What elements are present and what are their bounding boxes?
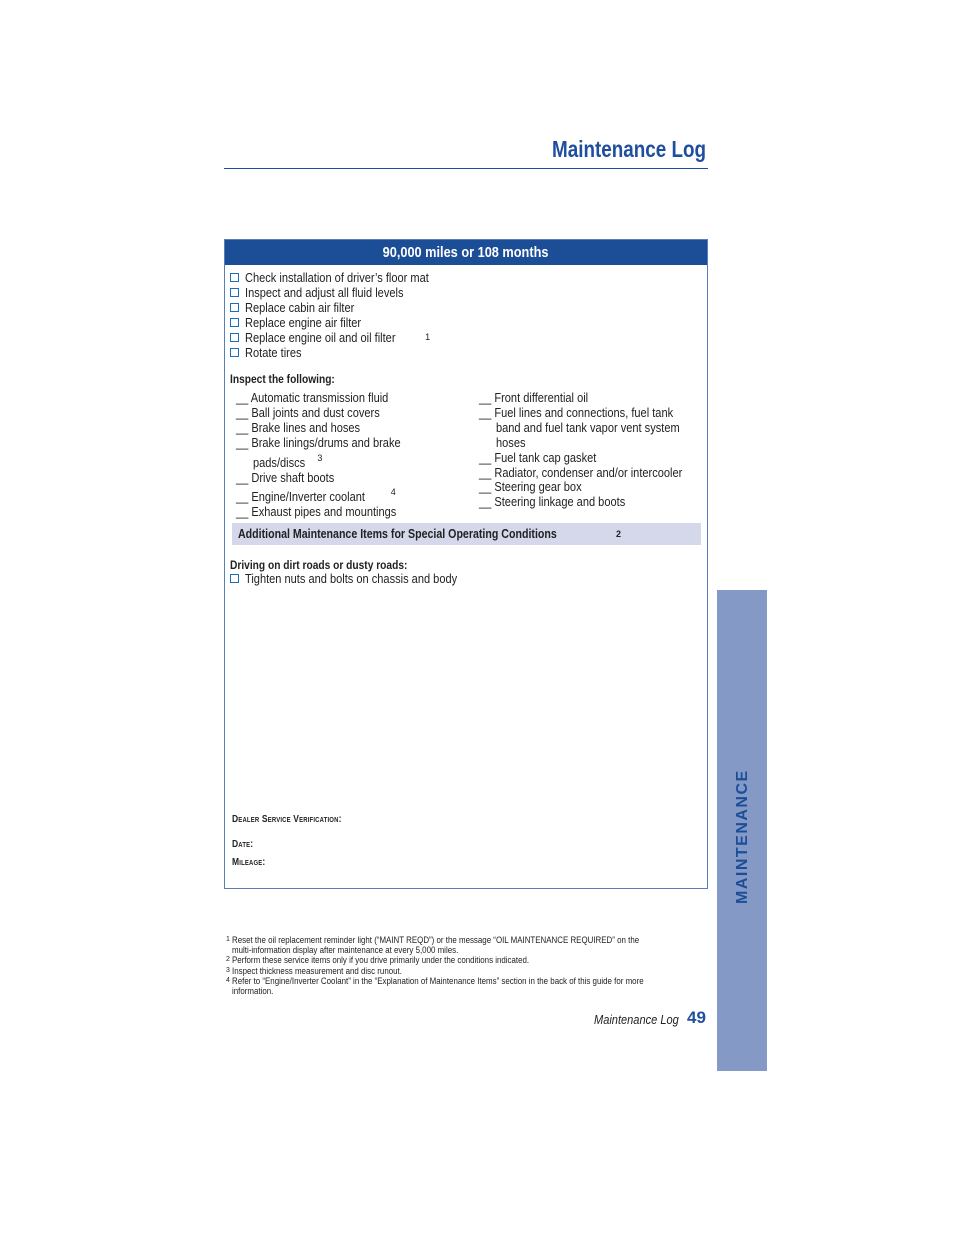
checklist-item[interactable] (230, 571, 495, 586)
page-title: Maintenance Log (552, 136, 707, 162)
checkbox[interactable] (230, 303, 239, 312)
inspect-item (479, 391, 718, 406)
checklist-item[interactable] (230, 285, 461, 300)
inspect-item (479, 495, 718, 510)
footnote-text: Refer to “Engine/Inverter Coolant” in the “Explanation of Maintenance Items” section in the back of this guide for more information. (232, 975, 644, 997)
title-divider (224, 168, 708, 169)
inspect-item-label: __ Automatic transmission fluid (236, 390, 389, 405)
checklist (230, 270, 461, 360)
inspect-item-label: hoses (496, 434, 526, 450)
footnote-text: Inspect thickness measurement and disc runout. (232, 965, 402, 976)
inspect-item-label: band and fuel tank vapor vent system (496, 419, 680, 435)
checklist-item[interactable] (230, 345, 461, 360)
inspect-item-label: __ Brake lines and hoses (236, 419, 361, 435)
checklist-item-label: Check installation of driver’s floor mat (245, 270, 429, 285)
inspect-item-label: __ Steering linkage and boots (479, 494, 626, 510)
interval-header-text: 90,000 miles or 108 months (383, 244, 549, 261)
checkbox[interactable] (230, 348, 239, 357)
inspect-list-right (479, 391, 718, 510)
footnote-number: 2 (226, 956, 230, 964)
inspect-item (479, 406, 718, 421)
checklist-item-label: Replace engine oil and oil filter (245, 330, 396, 345)
inspect-label: Inspect the following: (230, 372, 335, 386)
footnote-text: Reset the oil replacement reminder light (“MAINT REQD”) or the message “OIL MAINTENANCE REQUIRED” on the multi-information display after maintenance at every 5,000 miles. (232, 935, 640, 956)
maintenance-interval-box (224, 239, 708, 889)
footnote-number: 4 (226, 976, 230, 984)
inspect-item-label: __ Ball joints and dust covers (236, 404, 380, 420)
checkbox[interactable] (230, 273, 239, 282)
inspect-item (236, 451, 430, 471)
inspect-item-label: __ Steering gear box (479, 479, 582, 495)
dealer-verification-label: Dealer Service Verification: (232, 814, 342, 825)
footnote (226, 966, 708, 976)
dirt-roads-list (230, 571, 495, 586)
inspect-item (236, 436, 430, 451)
special-conditions-text: Additional Maintenance Items for Special Operating Conditions (238, 527, 557, 541)
inspect-item-label: pads/discs (253, 454, 306, 470)
inspect-item-label: __ Brake linings/drums and brake (236, 434, 401, 450)
inspect-item (479, 421, 718, 436)
footnotes (226, 935, 708, 996)
footer-section-label: Maintenance Log (594, 1012, 679, 1027)
interval-header (225, 240, 707, 265)
inspect-item-label: __ Engine/Inverter coolant (236, 489, 366, 505)
checklist-item-label: Tighten nuts and bolts on chassis and body (245, 571, 458, 586)
inspect-item-label: __ Fuel tank cap gasket (479, 449, 597, 465)
checklist-item[interactable] (230, 270, 461, 285)
inspect-item (479, 451, 718, 466)
inspect-item (236, 471, 430, 486)
footnote-ref: 4 (390, 487, 396, 498)
mileage-label: Mileage: (232, 857, 266, 868)
checkbox[interactable] (230, 333, 239, 342)
checklist-item-label: Rotate tires (245, 345, 302, 360)
footnote-ref: 3 (317, 452, 323, 463)
checklist-item-label: Inspect and adjust all fluid levels (245, 285, 404, 300)
page-number: 49 (687, 1008, 706, 1027)
footnote-number: 1 (226, 936, 230, 943)
footnote-ref: 1 (425, 332, 431, 342)
checklist-item-label: Replace cabin air filter (245, 300, 355, 315)
checkbox[interactable] (230, 574, 239, 583)
checklist-item-label: Replace engine air filter (245, 315, 362, 330)
date-label: Date: (232, 839, 254, 850)
special-conditions-heading (232, 523, 701, 545)
footnote (226, 935, 708, 955)
inspect-item-label: __ Fuel lines and connections, fuel tank (479, 404, 674, 420)
footnote-number: 3 (226, 966, 230, 974)
inspect-item (479, 466, 718, 481)
inspect-item (236, 485, 430, 505)
checklist-item[interactable] (230, 300, 461, 315)
inspect-item (236, 406, 430, 421)
inspect-item-label: __ Drive shaft boots (236, 469, 335, 485)
dirt-roads-label: Driving on dirt roads or dusty roads: (230, 558, 408, 572)
inspect-item (479, 480, 718, 495)
inspect-item (236, 421, 430, 436)
inspect-item (236, 391, 430, 406)
inspect-item-label: __ Exhaust pipes and mountings (236, 504, 397, 520)
inspect-item (479, 436, 718, 451)
footnote (226, 976, 708, 996)
inspect-list-left (236, 391, 430, 520)
checkbox[interactable] (230, 288, 239, 297)
footnote (226, 955, 708, 965)
inspect-item-label: __ Radiator, condenser and/or intercooler (479, 464, 683, 480)
inspect-item-label: __ Front differential oil (479, 390, 589, 405)
inspect-item (236, 505, 430, 520)
checklist-item[interactable] (230, 330, 461, 345)
side-tab-label: MAINTENANCE (734, 769, 751, 904)
special-conditions-footnote-ref: 2 (616, 529, 622, 539)
checklist-item[interactable] (230, 315, 461, 330)
checkbox[interactable] (230, 318, 239, 327)
footnote-text: Perform these service items only if you drive primarily under the conditions indicated. (232, 955, 530, 966)
